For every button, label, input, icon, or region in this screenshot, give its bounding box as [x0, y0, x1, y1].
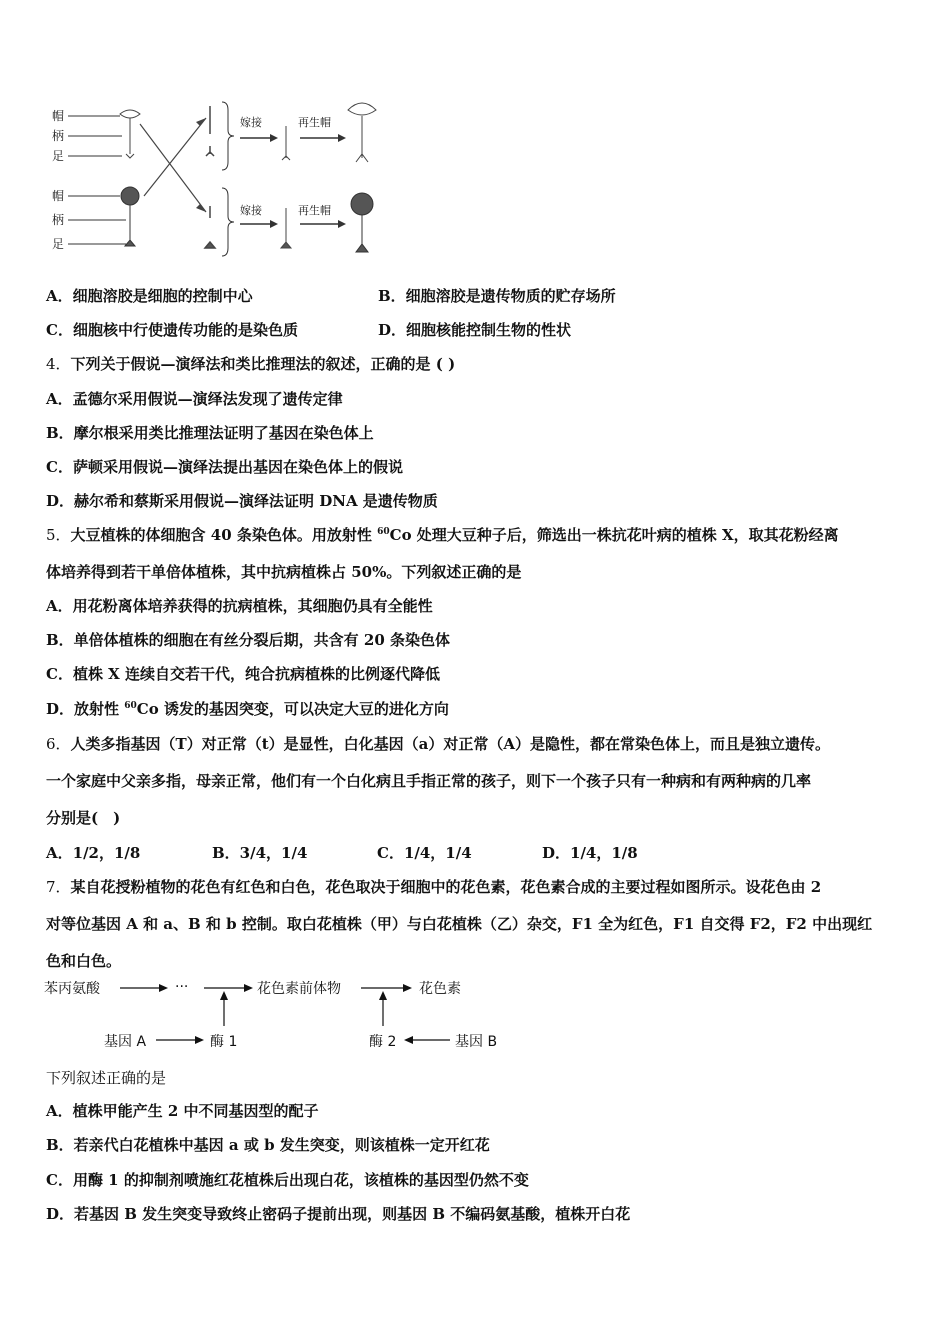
q7-stem-line3: 色和白色。: [46, 952, 122, 970]
q5-option-d[interactable]: D．放射性 $^{60}$Co 诱发的基因突变，可以决定大豆的进化方向: [46, 700, 449, 718]
q3-option-c[interactable]: C．细胞核中行使遗传功能的是染色质: [46, 321, 298, 339]
pathway-dots: ···: [175, 979, 189, 995]
q4-number: 4．: [46, 355, 71, 373]
q4-option-d[interactable]: D．赫尔希和蔡斯采用假说—演绎法证明 DNA 是遗传物质: [46, 492, 438, 510]
graft-label-top: 嫁接: [240, 116, 262, 129]
label-foot-top: 足: [52, 149, 65, 163]
pigment-pathway-diagram: [44, 974, 514, 1056]
q7-option-d[interactable]: D．若基因 B 发生突变导致终止密码子提前出现，则基因 B 不编码氨基酸，植株开白花: [46, 1205, 631, 1223]
q3-option-d[interactable]: D．细胞核能控制生物的性状: [378, 321, 572, 339]
pathway-enzyme-2: 酶 2: [369, 1034, 397, 1050]
q6-stem-line3: 分别是( ): [46, 809, 121, 827]
q7-option-c[interactable]: C．用酶 1 的抑制剂喷施红花植株后出现白花，该植株的基因型仍然不变: [46, 1171, 529, 1189]
q6-option-c[interactable]: C．1/4，1/4: [377, 844, 472, 862]
q7-option-b[interactable]: B．若亲代白花植株中基因 a 或 b 发生突变，则该植株一定开红花: [46, 1136, 490, 1154]
q5-stem-line1: 5．大豆植株的体细胞含 40 条染色体。用放射性 $^{60}$Co 处理大豆种子后，筛选出一株抗花叶病的植株 X，取其花粉经离: [46, 526, 839, 544]
q5-option-a[interactable]: A．用花粉离体培养获得的抗病植株，其细胞仍具有全能性: [46, 597, 433, 615]
q5-stem-line2: 体培养得到若干单倍体植株，其中抗病植株占 50%。下列叙述正确的是: [46, 563, 522, 581]
pathway-gene-a: 基因 A: [104, 1034, 147, 1050]
q7-number: 7．: [46, 878, 71, 896]
label-cap-bottom: 帽: [52, 189, 65, 203]
q5-number: 5．: [46, 526, 71, 544]
q7-lead: 下列叙述正确的是: [46, 1069, 167, 1087]
q4-stem: 4．下列关于假说—演绎法和类比推理法的叙述，正确的是 ( ): [46, 355, 456, 373]
label-stalk-top: 柄: [52, 129, 65, 143]
regenerated-plant-top-icon: [348, 103, 376, 162]
q6-stem-line1: 6．人类多指基因（T）对正常（t）是显性，白化基因（a）对正常（A）是隐性，都在常染色体上，而且是独立遗传。: [46, 735, 831, 753]
q6-option-b[interactable]: B．3/4，1/4: [212, 844, 308, 862]
q5-option-b[interactable]: B．单倍体植株的细胞在有丝分裂后期，共含有 20 条染色体: [46, 631, 450, 649]
regen-label-bottom: 再生帽: [298, 204, 331, 217]
pathway-enzyme-1: 酶 1: [210, 1034, 238, 1050]
q4-option-b[interactable]: B．摩尔根采用类比推理法证明了基因在染色体上: [46, 424, 374, 442]
pathway-gene-b: 基因 B: [455, 1034, 498, 1050]
q7-stem-line1: 7．某自花授粉植物的花色有红色和白色，花色取决于细胞中的花色素，花色素合成的主要过程如图所示。设花色由 2: [46, 878, 822, 896]
graft-label-bottom: 嫁接: [240, 204, 262, 217]
q6-option-d[interactable]: D．1/4，1/8: [542, 844, 638, 862]
q6-stem-line2: 一个家庭中父亲多指，母亲正常，他们有一个白化病且手指正常的孩子，则下一个孩子只有一种病和有两种病的几率: [46, 772, 812, 790]
pathway-start: 苯丙氨酸: [44, 981, 100, 997]
q4-option-c[interactable]: C．萨顿采用假说—演绎法提出基因在染色体上的假说: [46, 458, 403, 476]
q4-option-a[interactable]: A．孟德尔采用假说—演绎法发现了遗传定律: [46, 390, 343, 408]
q3-option-b[interactable]: B．细胞溶胶是遗传物质的贮存场所: [378, 287, 616, 305]
q7-stem-line2: 对等位基因 A 和 a、B 和 b 控制。取白花植株（甲）与白花植株（乙）杂交，F1 全为红色，F1 自交得 F2，F2 中出现红: [46, 915, 873, 933]
regenerated-plant-bottom-icon: [351, 193, 373, 252]
label-cap-top: 帽: [52, 109, 65, 123]
pathway-precursor: 花色素前体物: [257, 981, 341, 997]
plant-bottom-icon: [121, 187, 139, 246]
plant-top-icon: [120, 110, 140, 158]
grafting-figure: [50, 96, 400, 262]
regen-label-top: 再生帽: [298, 116, 331, 129]
label-foot-bottom: 足: [52, 237, 65, 251]
label-stalk-bottom: 柄: [52, 213, 65, 227]
pathway-product: 花色素: [419, 981, 461, 997]
q5-option-c[interactable]: C．植株 X 连续自交若干代，纯合抗病植株的比例逐代降低: [46, 665, 441, 683]
q6-number: 6．: [46, 735, 71, 753]
q6-option-a[interactable]: A．1/2，1/8: [46, 844, 141, 862]
q3-option-a[interactable]: A．细胞溶胶是细胞的控制中心: [46, 287, 253, 305]
q7-option-a[interactable]: A．植株甲能产生 2 中不同基因型的配子: [46, 1102, 319, 1120]
